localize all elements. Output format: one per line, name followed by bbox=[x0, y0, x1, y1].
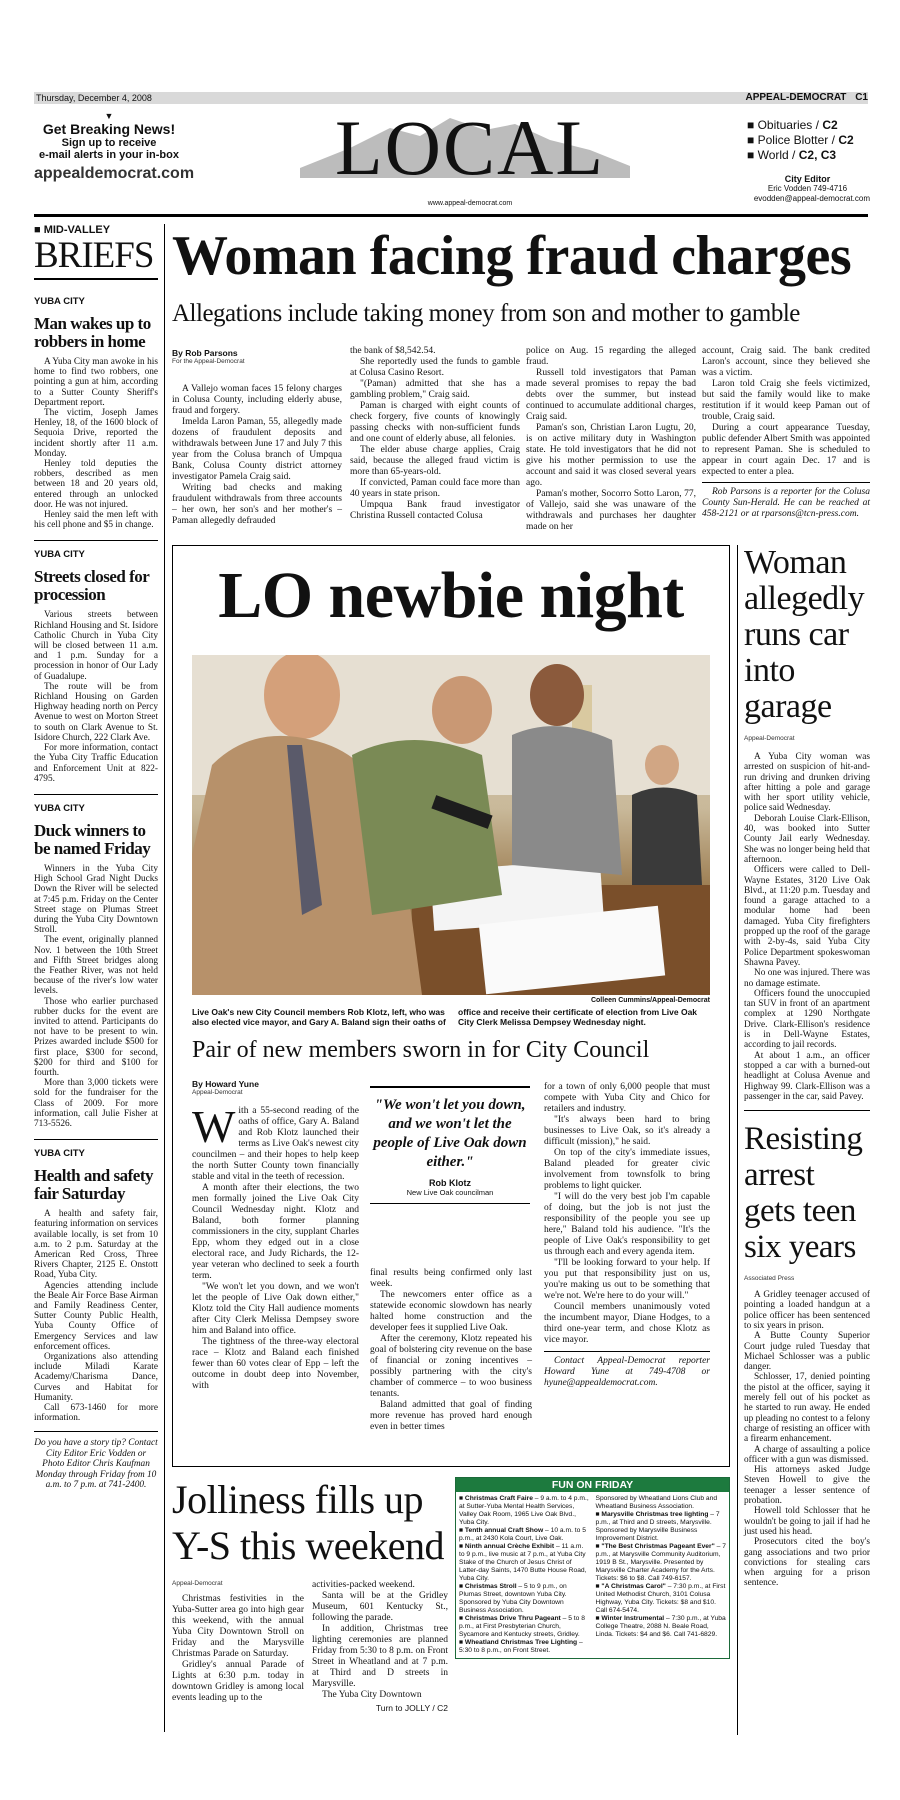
index-item[interactable]: ■ World / C2, C3 bbox=[747, 148, 837, 162]
event-item: ■ Wheatland Christmas Tree Lighting – 5:30 to 8 p.m., on Front Street. bbox=[459, 1639, 583, 1654]
briefs-column bbox=[34, 224, 158, 1491]
arrest-headline: Resisting arrest gets teen six years bbox=[744, 1121, 863, 1266]
brief-headline: Streets closed for procession bbox=[34, 567, 150, 605]
issue-date: Thursday, December 4, 2008 bbox=[36, 93, 152, 103]
event-item: ■ "A Christmas Carol" – 7:30 p.m., at First United Methodist Church, 3101 Colusa Highway, Yuba City. Tickets: $8 and $10. Call 674-5474. bbox=[595, 1583, 726, 1614]
garage-byline-sub: Appeal-Democrat bbox=[744, 735, 795, 742]
event-item: ■ "The Best Christmas Pageant Ever" – 7 p.m., at Marysville Community Auditorium, 1919 B St., Marysville. Presented by Marysville Charter Academy for the Arts. Tickets: $6 to $8. Call 749-6157. bbox=[595, 1543, 726, 1582]
brief-headline: Health and safety fair Saturday bbox=[34, 1166, 153, 1204]
photo-caption-a: Live Oak's new City Council members Rob Klotz, left, who was also elected vice mayor, and Gary A. Baland sign their oaths of bbox=[192, 1007, 446, 1027]
editor-contact bbox=[745, 174, 870, 204]
editor-email[interactable]: evodden@appeal-democrat.com bbox=[753, 194, 870, 203]
brief-body: A health and safety fair, featuring information on services available locally, is set from 10 a.m. to 2 p.m. Saturday at the American Red Cross, Three Rivers Chapter, 2125 E. Onstott Road, Yuba City. Agencies attending include the Beale Air Force Base Airman and Family Readiness Center, Sutter County Public Health, Yuba County Office of Emergency Services and law enforcement offices. Organizations also attending include Miladi Karate Academy/Charisma Dance, Curves and Habitat for Humanity. Call 673-1460 for more information. bbox=[34, 1209, 158, 1424]
garage-headline: Woman allegedly runs car into garage bbox=[744, 544, 865, 725]
brief-headline: Man wakes up to robbers in home bbox=[34, 314, 151, 351]
promo-title: Get Breaking News! bbox=[42, 121, 176, 137]
event-item: ■ Winter Instrumental – 7:30 p.m., at Yuba College Theatre, 2088 N. Beale Road, Linda. Tickets: $4 and $6. Call 741-6829. bbox=[595, 1615, 726, 1638]
fraud-tagline: Rob Parsons is a reporter for the Colusa County Sun-Herald. He can be reached at 458-2121 or at rparsons@tcn-press.com. bbox=[702, 487, 870, 519]
arrest-byline-sub: Associated Press bbox=[744, 1275, 795, 1283]
paper-name: APPEAL-DEMOCRAT bbox=[745, 92, 847, 103]
pull-quote-box bbox=[370, 1086, 530, 1204]
briefs-kicker: ■ MID-VALLEY bbox=[34, 224, 111, 236]
fraud-subhead: Allegations include taking money from son and mother to gamble bbox=[172, 300, 800, 327]
fraud-byline-block bbox=[172, 348, 330, 365]
drop-cap: W bbox=[192, 1101, 236, 1152]
brief-dateline: YUBA CITY bbox=[34, 1148, 85, 1160]
jolly-col-1: Christmas festivities in the Yuba-Sutter area go into high gear this weekend, with the annual Yuba City Downtown Stroll on Friday and the Marysville Christmas Parade on Saturday. Gridley's annual Parade of Lights at 6:30 p.m. today in downtown Gridley is among local events leading up to the bbox=[172, 1594, 304, 1703]
fun-title: FUN ON FRIDAY bbox=[456, 1478, 729, 1492]
fraud-byline-sub: For the Appeal-Democrat bbox=[172, 358, 245, 365]
pull-quote: "We won't let you down, and we won't let the people of Live Oak down either." bbox=[373, 1097, 527, 1170]
newbie-byline: By Howard Yune bbox=[192, 1079, 259, 1089]
fraud-col-1: A Vallejo woman faces 15 felony charges in Colusa County, including elderly abuse, fraud and forgery. Imelda Laron Paman, 55, allegedly made dozens of fraudulent deposits and withdrawals between June 17 and July 7 this year from the Colusa branch of Umpqua Bank, Colusa County district attorney investigator Pamela Craig said. Writing bad checks and making fraudulent withdrawals from three accounts – her own, her son's and her mother's – Paman allegedly defrauded bbox=[172, 384, 342, 526]
event-item: ■ Christmas Craft Faire – 9 a.m. to 4 p.m., at Sutter-Yuba Mental Health Services, Valley Oak Room, 1965 Live Oak Blvd., Yuba City. bbox=[459, 1495, 589, 1526]
event-item: ■ Tenth annual Craft Show – 10 a.m. to 5 p.m., at 2430 Kola Court, Live Oak. bbox=[459, 1527, 586, 1542]
brief-item bbox=[34, 549, 158, 783]
quote-name: Rob Klotz bbox=[429, 1178, 471, 1188]
briefs-divider bbox=[164, 224, 165, 1732]
brief-item bbox=[34, 1148, 158, 1423]
story-tip: Do you have a story tip? Contact City Editor Eric Vodden or Photo Editor Chris Kaufman Monday through Friday from 10 a.m. to 7 p.m. at 741-2400. bbox=[34, 1438, 158, 1491]
briefs-title: BRIEFS bbox=[34, 235, 154, 276]
editor-title: City Editor bbox=[784, 174, 831, 184]
fraud-col-4: account, Craig said. The bank credited Laron's account, since they believed she was a victim. Laron told Craig she feels victimized, but said the family would like to make restitution if it would keep Paman out of trouble, Craig said. During a court appearance Tuesday, public defender Albert Smith was appointed to represent Paman. She is scheduled to appear in court again Dec. 17 and is expected to enter a plea. Rob Parsons is a reporter for the Colusa County Sun-Herald. He can be reached at 458-2121 or at rparsons@tcn-press.com. bbox=[702, 346, 870, 519]
right-rail-divider bbox=[737, 545, 738, 1735]
newbie-byline-block bbox=[192, 1079, 259, 1096]
brief-body: Various streets between Richland Housing and St. Isidore Catholic Church in Yuba City will be closed between 11 a.m. and 1 p.m. Sunday for a procession in honor of Our Lady of Guadalupe. The route will be from Richland Housing on Garden Highway heading north on Percy Avenue to west on Morton Street to south on Clark Avenue to St. Isidore Church, 222 Clark Ave. For more information, contact the Yuba City Traffic Education and Enforcement Unit at 822-4795. bbox=[34, 610, 158, 784]
photo-illustration bbox=[192, 655, 710, 995]
promo-line-2: e-mail alerts in your in-box bbox=[39, 149, 179, 161]
jolly-headline: Jolliness fills up Y-S this weekend bbox=[172, 1477, 444, 1568]
quote-title: New Live Oak councilman bbox=[406, 1188, 494, 1197]
fraud-col-3: police on Aug. 15 regarding the alleged fraud. Russell told investigators that Paman made several promises to repay the bad debts over the summer, but instead continued to accumulate additional charges, Craig said. Paman's son, Christian Laron Lugtu, 20, is on active military duty in Washington state. He told investigators that he did not give his mother permission to use the account and said it was closed several years ago. Paman's mother, Socorro Sotto Laron, 77, of Vallejo, said she was unaware of the withdrawals and purchases her daughter made on her bbox=[526, 346, 696, 532]
fun-col-1 bbox=[459, 1495, 590, 1655]
brief-headline: Duck winners to be named Friday bbox=[34, 820, 151, 858]
arrest-body: A Gridley teenager accused of pointing a loaded handgun at a police officer has been sentenced to six years in prison. A Butte County Superior Court judge ruled Tuesday that Michael Schlosser was a public danger. Schlosser, 17, denied pointing the pistol at the officer, saying it merely fell out of his pocket as he started to run away. He ended up pleading no contest to a felony charge of resisting an officer with a firearm enhancement. A charge of assaulting a police officer with a gun was dismissed. His attorneys asked Judge Steven Howell to give the teenager a lesser sentence of probation. Howell told Schlosser that he wouldn't be going to jail if had he just used his head. Prosecutors cited the boy's gang associations and two prior convictions for stealing cars when arguing for a prison sentence. bbox=[744, 1290, 870, 1589]
newbie-col-3: for a town of only 6,000 people that must compete with Yuba City and Chico for retailers and industry. "It's always been hard to bring businesses to Live Oak, so it's already a difficult (mission)," he said. On top of the city's immediate issues, Baland pleaded for greater civic involvement from townsfolk to bring problems to light quicker. "I will do the very best job I'm capable of doing, but the job is not just the responsibility of the people you see up here," Baland told his audience. "It's the people of Live Oak's responsibility to get us through each and every agenda item. "I'll be looking forward to your help. If you put that responsibility just on us, you're making us out to be something that we're not. We're here to do your will." Council members unanimously voted the incumbent mayor, Diane Hodges, to a third one-year term, and chose Klotz as vice mayor. Contact Appeal-Democrat reporter Howard Yune at 749-4708 or hyune@appealdemocrat.com. bbox=[544, 1082, 710, 1388]
section-title: LOCAL bbox=[335, 104, 605, 191]
editor-name: Eric Vodden 749-4716 bbox=[767, 184, 848, 193]
photo-caption-b: office and receive their certificate of election from Live Oak City Clerk Melissa Dempsey Wednesday night. bbox=[458, 1007, 698, 1027]
garage-story bbox=[744, 545, 870, 1589]
breaking-news-promo[interactable] bbox=[34, 111, 195, 183]
newbie-headline: LO newbie night bbox=[218, 559, 684, 632]
brief-dateline: YUBA CITY bbox=[34, 296, 85, 307]
jump-line[interactable]: Turn to JOLLY / C2 bbox=[375, 1703, 448, 1713]
brief-item bbox=[34, 296, 158, 530]
event-item: ■ Ninth annual Crèche Exhibit – 11 a.m. to 9 p.m., live music at 7 p.m., at Yuba City Stake of the Church of Jesus Christ of Latter-day Saints, 1470 Butte House Road, Yuba City. bbox=[459, 1543, 587, 1582]
index-item[interactable]: ■ Police Blotter / C2 bbox=[747, 133, 854, 147]
site-logo: appealdemocrat.com bbox=[34, 165, 195, 182]
brief-body: A Yuba City man awoke in his home to find two robbers, one pointing a gun at him, according to a Sutter County Sheriff's Department report. The victim, Joseph James Henley, 18, of the 1600 block of Sequoia Drive, reported the incident shortly after 11 a.m. Monday. Henley told deputies the robbers, described as men between 18 and 20 years old, entered through an unlocked door. He was not injured. Henley said the men left with his cell phone and $5 in change. bbox=[34, 357, 158, 531]
brief-item bbox=[34, 803, 158, 1129]
fraud-headline: Woman facing fraud charges bbox=[172, 225, 852, 287]
event-item: ■ Christmas Drive Thru Pageant – 5 to 8 p.m., at First Presbyterian Church, Sycamore and Kentucky streets, Gridley. bbox=[459, 1615, 585, 1638]
photo-credit: Colleen Cummins/Appeal-Democrat bbox=[590, 997, 710, 1004]
brief-dateline: YUBA CITY bbox=[34, 549, 85, 561]
page-id bbox=[745, 92, 868, 103]
fun-on-friday-box bbox=[455, 1477, 730, 1659]
jolly-byline-sub: Appeal-Democrat bbox=[172, 1580, 223, 1587]
brief-body: Winners in the Yuba City High School Grad Night Ducks Down the River will be selected at 7:45 p.m. Friday on the Center Street stage on Plumas Street during the Yuba City Downtown Stroll. The event, originally planned Nov. 1 between the 10th Street and Fifth Street bridges along the Feather River, was not held because of the river's low water levels. Those who earlier purchased rubber ducks for the event are invited to attend. Participants do not have to be present to win. Prizes awarded include $500 for first place, $300 for second, $200 for third and $100 for fourth. More than 3,000 tickets were sold for the fundraiser for the Class of 2009. For more information, call Julie Fisher at 713-5526. bbox=[34, 863, 158, 1129]
index-item[interactable]: ■ Obituaries / C2 bbox=[747, 118, 838, 132]
event-item: ■ Christmas Stroll – 5 to 9 p.m., on Plumas Street, downtown Yuba City. Sponsored by Yuba City Downtown Business Association. bbox=[459, 1583, 567, 1614]
event-item: Sponsored by Wheatland Lions Club and Wheatland Business Association. bbox=[595, 1495, 718, 1510]
page-number: C1 bbox=[855, 92, 868, 103]
newbie-byline-sub: Appeal-Democrat bbox=[192, 1089, 243, 1096]
newbie-col-2: final results being confirmed only last week. The newcomers enter office as a statewide economic slowdown has nearly halted home construction and the developer fees it supplied Live Oak. After the ceremony, Klotz repeated his goal of bolstering city revenue on the base of financial or zoning incentives – possibly partnering with the city's chamber of commerce – to woo business tenants. Baland admitted that goal of finding more revenue has proved hard enough even in better times bbox=[370, 1268, 532, 1432]
fraud-byline: By Rob Parsons bbox=[172, 348, 238, 358]
brief-dateline: YUBA CITY bbox=[34, 802, 85, 814]
down-arrow-icon: ▼ bbox=[104, 111, 114, 121]
masthead-rule bbox=[34, 214, 868, 217]
newbie-col-1: W ith a 55-second reading of the oaths of office, Gary A. Baland and Rob Klotz launched their terms as Live Oak's newest city councilmen – and their hopes to help keep the north Sutter County town financially stable and vital in the teeth of recession. A month after their elections, the two men formally joined the Live Oak City Council Wednesday night. Klotz and Baland, both former planning commissioners in the city, supplant Charles Epp, whom they edged out in a close electoral race, and Judy Richards, the 12-year veteran who declined to seek a fourth term. "We won't let you down, and we won't let the people of Live Oak down either," Klotz told the City Hall audience moments after City Clerk Melissa Dempsey swore him and Baland into office. The tightness of the three-way electoral race – Klotz and Baland each finished fewer than 60 votes clear of Epp – left the outcome in doubt deep into November, with bbox=[192, 1101, 359, 1391]
jolly-col-2: activities-packed weekend. Santa will be at the Gridley Museum, 601 Kentucky St., following the parade. In addition, Christmas tree lighting ceremonies are planned Friday from 5:30 to 8 p.m. on Front Street in Wheatland and at 7 p.m. at Third and D streets in Marysville. The Yuba City Downtown Turn to JOLLY / C2 bbox=[312, 1580, 448, 1713]
event-item: ■ Marysville Christmas tree lighting – 7 p.m., at Third and D streets, Marysville. Sponsored by Marysville Business Improvement District. bbox=[595, 1511, 720, 1542]
newbie-subhead: Pair of new members sworn in for City Council bbox=[192, 1037, 650, 1063]
garage-body: A Yuba City woman was arrested on suspicion of hit-and-run driving and drunken driving after hitting a pole and garage with her sport utility vehicle, police said Wednesday. Deborah Louise Clark-Ellison, 40, was booked into Sutter County Jail early Wednesday. She was no longer being held that afternoon. Officers were called to Dell-Wayne Estates, 3120 Live Oak Blvd., at 11:20 p.m. Tuesday and found a garage attached to a modular home had been damaged. Yuba City firefighters propped up the roof of the garage with 2-by-4s, said Yuba City Police Department spokeswoman Shawna Pavey. No one was injured. There was no damage estimate. Officers found the unoccupied tan SUV in front of an apartment complex at 1290 Northgate Drive. Clark-Ellison's residence is in Dell-Wayne Estates, according to jail records. At about 1 a.m., an officer stopped a car with a burned-out headlight at Colusa Avenue and Highway 99. Clark-Ellison was a passenger in the car, said Pavey. bbox=[744, 752, 870, 1102]
swearing-in-photo bbox=[192, 655, 710, 995]
promo-line-1: Sign up to receive bbox=[61, 137, 157, 149]
page-index bbox=[747, 118, 854, 163]
website-url: www.appeal-democrat.com bbox=[427, 200, 513, 207]
fun-col-2 bbox=[596, 1495, 727, 1655]
newbie-contact: Contact Appeal-Democrat reporter Howard Yune at 749-4708 or hyune@appealdemocrat.com. bbox=[544, 1356, 710, 1388]
fraud-col-2: the bank of $8,542.54. She reportedly used the funds to gamble at Colusa Casino Resort. "(Paman) admitted that she has a gambling problem," Craig said. Paman is charged with eight counts of check forgery, five counts of knowingly passing checks with non-sufficient funds and one count of elderly abuse, all felonies. The elder abuse charge applies, Craig said, because the alleged fraud victim is more than 65-years-old. If convicted, Paman could face more than 40 years in state prison. Umpqua Bank fraud investigator Christina Russell contacted Colusa bbox=[350, 346, 520, 521]
